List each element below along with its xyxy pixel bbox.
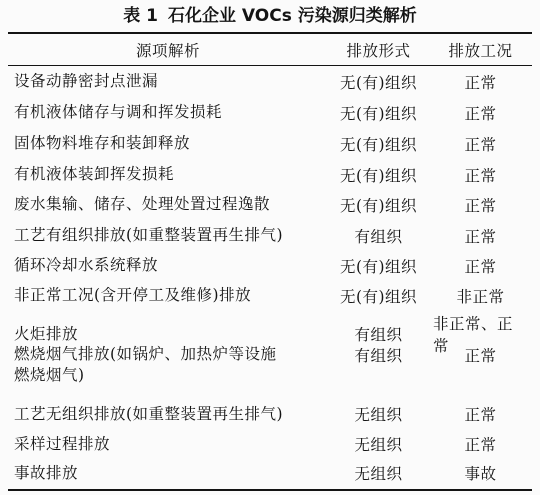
source-cell: 工艺有组织排放(如重整装置再生排气) (14, 226, 284, 244)
source-cell: 工艺无组织排放(如重整装置再生排气) (14, 404, 284, 423)
header-condition: 排放工况 (448, 42, 513, 60)
table-row (12, 459, 528, 487)
table-title: 石化企业 VOCs 污染源归类解析 (168, 6, 417, 26)
form-cell: 有组织 (354, 326, 403, 344)
form-cell: 无(有)组织 (339, 135, 418, 154)
table-row (12, 98, 528, 127)
condition-cell: 正常 (464, 135, 497, 154)
table-number: 表 1 (123, 6, 158, 26)
source-cell: 废水集输、储存、处理处置过程逸散 (14, 195, 271, 213)
table-row (12, 400, 528, 428)
header-form: 排放形式 (346, 42, 411, 60)
source-cell: 有机液体装卸挥发损耗 (14, 165, 175, 183)
form-cell: 无组织 (354, 406, 403, 424)
source-cell: 采样过程排放 (14, 434, 111, 453)
condition-cell: 正常 (464, 104, 497, 123)
source-cell: 火炬排放 (14, 324, 79, 343)
form-cell: 无组织 (354, 436, 403, 454)
condition-cell: 事故 (464, 465, 497, 483)
source-cell: 有机液体储存与调和挥发损耗 (14, 103, 223, 121)
form-cell: 无(有)组织 (339, 287, 418, 306)
condition-cell: 正常 (464, 436, 497, 454)
table-row (12, 281, 528, 310)
condition-cell: 正常 (464, 196, 497, 215)
table-row (12, 129, 528, 158)
table-row (12, 341, 528, 397)
table-row (12, 251, 528, 280)
form-cell: 无(有)组织 (339, 257, 418, 276)
condition-cell: 正常 (464, 73, 497, 92)
header-source: 源项解析 (135, 42, 200, 60)
table-row (12, 312, 528, 355)
form-cell: 无(有)组织 (339, 73, 418, 92)
table-row (12, 190, 528, 219)
form-cell: 有组织 (354, 227, 403, 246)
source-cell: 设备动静密封点泄漏 (14, 72, 159, 90)
form-cell: 无(有)组织 (339, 196, 418, 215)
table-row (12, 430, 528, 458)
condition-cell: 正常 (464, 227, 497, 246)
condition-cell: 非正常、正常 (433, 315, 514, 355)
source-cell: 非正常工况(含开停工及维修)排放 (14, 286, 252, 304)
table-caption (0, 6, 540, 26)
source-cell: 燃烧烟气排放(如锅炉、加热炉等设施燃烧烟气) (14, 345, 277, 384)
table-row (12, 67, 528, 96)
condition-cell: 正常 (464, 166, 497, 185)
bottom-rule (8, 489, 532, 491)
form-cell: 无组织 (354, 465, 403, 483)
table-header (12, 36, 528, 64)
condition-cell: 正常 (464, 347, 497, 365)
condition-cell: 非正常 (456, 287, 505, 306)
form-cell: 无(有)组织 (339, 166, 418, 185)
table-row (12, 221, 528, 250)
source-cell: 循环冷却水系统释放 (14, 256, 159, 274)
table-row (12, 160, 528, 189)
source-cell: 事故排放 (14, 463, 79, 482)
form-cell: 有组织 (354, 347, 403, 365)
condition-cell: 正常 (464, 257, 497, 276)
form-cell: 无(有)组织 (339, 104, 418, 123)
source-cell: 固体物料堆存和装卸释放 (14, 134, 191, 152)
condition-cell: 正常 (464, 406, 497, 424)
top-rule (8, 32, 532, 34)
header-rule (8, 65, 532, 66)
